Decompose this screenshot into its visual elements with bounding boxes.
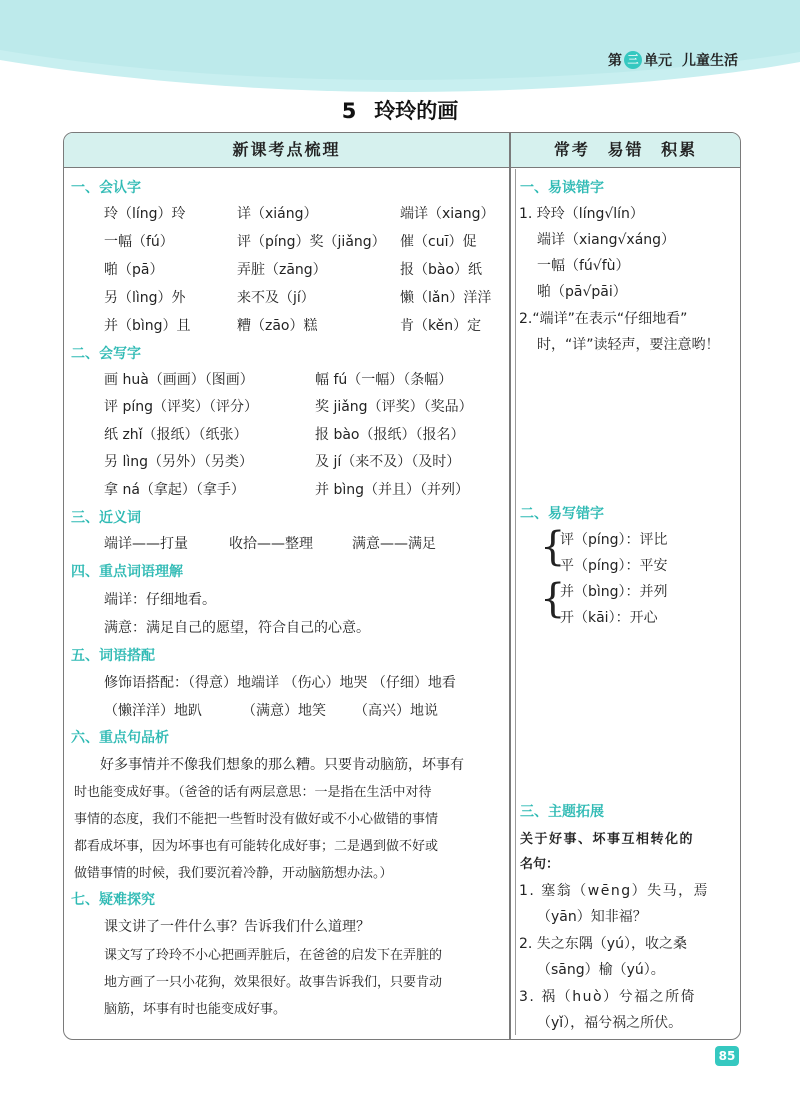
s2-r5c2: 并 bìng（并且）（并列）: [315, 482, 469, 498]
r3-line-1: 1. 塞翁（wēng）失马，焉: [519, 883, 710, 899]
unit-theme: 儿童生活: [682, 53, 738, 69]
s3-title: 三、近义词: [71, 510, 141, 526]
s4-line-2: 满意：满足自己的愿望，符合自己的心意。: [104, 620, 370, 636]
right-inner-rule: [515, 169, 516, 1035]
r1-line-5: 2.“端详”在表示“仔细地看”: [519, 311, 688, 327]
s6-line-3: 事情的态度，我们不能把一些暂时没有做好或不小心做错的事情: [74, 812, 439, 827]
s5-title: 五、词语搭配: [71, 648, 155, 664]
lesson-title: [0, 95, 800, 125]
s1-r3c3: 报（bào）纸: [400, 262, 483, 278]
s7-title: 七、疑难探究: [71, 892, 155, 908]
s4-title: 四、重点词语理解: [71, 564, 183, 580]
r2-line-2: 平（píng）：平安: [560, 558, 668, 574]
s2-r5c1: 拿 ná（拿起）（拿手）: [104, 482, 245, 498]
brace-1: {: [540, 524, 566, 570]
s2-r2c2: 奖 jiǎng（评奖）（奖品）: [315, 399, 473, 415]
s2-r2c1: 评 píng（评奖）（评分）: [104, 399, 258, 415]
s6-line-2: 时也能变成好事。（爸爸的话有两层意思：一是指在生活中对待: [74, 785, 432, 800]
s7-line-3: 地方画了一只小花狗，效果很好。故事告诉我们，只要肯动: [104, 975, 443, 990]
content-frame: [63, 132, 741, 1040]
top-banner: [0, 0, 800, 110]
s1-r5c2: 糟（zāo）糕: [237, 318, 318, 334]
s4-line-1: 端详：仔细地看。: [104, 592, 216, 608]
s1-r1c1: 玲（líng）玲: [104, 206, 186, 222]
s1-r4c2: 来不及（jí）: [237, 290, 315, 306]
s2-title: 二、会写字: [71, 346, 141, 362]
r1-line-6: 时，“详”读轻声，要注意哟！: [537, 337, 720, 353]
s1-r3c2: 弄脏（zāng）: [237, 262, 327, 278]
s5-line-2: （懒洋洋）地趴: [104, 703, 202, 719]
s2-r1c1: 画 huà（画画）（图画）: [104, 372, 254, 388]
r3-line-2: （yān）知非福？: [537, 909, 647, 925]
s1-r2c1: 一幅（fú）: [104, 234, 174, 250]
r3-line-5: 3. 祸（huò）兮福之所倚: [519, 989, 697, 1005]
unit-suffix: 单元: [644, 53, 672, 69]
s2-r1c2: 幅 fú（一幅）（条幅）: [315, 372, 453, 388]
right-header: 常考 易错 积累: [511, 133, 740, 168]
r3-intro-2: 名句：: [520, 857, 560, 872]
unit-number-badge: 三: [624, 51, 642, 69]
r2-title: 二、易写错字: [520, 506, 604, 522]
s1-r2c2: 评（píng）奖（jiǎng）: [237, 234, 386, 250]
s3-item-3: 满意——满足: [352, 536, 436, 552]
s2-r3c2: 报 bào（报纸）（报名）: [315, 427, 465, 443]
unit-prefix: 第: [608, 53, 622, 69]
r2-line-4: 开（kāi）：开心: [560, 610, 658, 626]
s1-title: 一、会认字: [71, 180, 141, 196]
s2-r4c2: 及 jí（来不及）（及时）: [315, 454, 461, 470]
s1-r4c3: 懒（lǎn）洋洋: [400, 290, 492, 306]
brace-2: {: [540, 576, 566, 622]
r1-line-2: 端详（xiang√xáng）: [537, 232, 676, 248]
s6-line-5: 做错事情的时候，我们要沉着冷静，开动脑筋想办法。）: [74, 866, 393, 881]
s7-line-4: 脑筋，坏事有时也能变成好事。: [104, 1002, 287, 1017]
s6-line-4: 都看成坏事，因为坏事也有可能转化成好事；二是遇到做不好或: [74, 839, 439, 854]
s7-line-2: 课文写了玲玲不小心把画弄脏后，在爸爸的启发下在弄脏的: [104, 948, 443, 963]
s6-line-1: 好多事情并不像我们想象的那么糟。只要肯动脑筋，坏事有: [100, 757, 464, 773]
s1-r3c1: 啪（pā）: [104, 262, 164, 278]
s1-r4c1: 另（lìng）外: [104, 290, 186, 306]
r2-line-3: 并（bìng）：并列: [560, 584, 668, 600]
s5-line-1: 修饰语搭配：（得意）地端详 （伤心）地哭 （仔细）地看: [104, 675, 456, 691]
s6-title: 六、重点句品析: [71, 730, 169, 746]
s5-line-4: （高兴）地说: [354, 703, 438, 719]
column-divider: [509, 133, 511, 1039]
unit-label: [608, 50, 738, 70]
r3-line-4: （sāng）榆（yú）。: [537, 962, 665, 978]
r2-line-1: 评（píng）：评比: [560, 532, 668, 548]
r1-title: 一、易读错字: [520, 180, 604, 196]
s2-r3c1: 纸 zhǐ（报纸）（纸张）: [104, 427, 248, 443]
r1-line-4: 啪（pā√pāi）: [537, 284, 627, 300]
s3-item-1: 端详——打量: [104, 536, 188, 552]
s1-r2c3: 催（cuī）促: [400, 234, 477, 250]
left-header: 新课考点梳理: [64, 133, 510, 168]
s1-r5c3: 肯（kěn）定: [400, 318, 482, 334]
s1-r1c3: 端详（xiang）: [400, 206, 495, 222]
r1-line-3: 一幅（fú√fù）: [537, 258, 630, 274]
r3-line-6: （yǐ），福兮祸之所伏。: [537, 1015, 683, 1031]
s1-r1c2: 详（xiáng）: [237, 206, 318, 222]
r3-title: 三、主题拓展: [520, 804, 604, 820]
lesson-number: 5: [341, 99, 357, 123]
s5-line-3: （满意）地笑: [242, 703, 326, 719]
s3-item-2: 收拾——整理: [229, 536, 313, 552]
s2-r4c1: 另 lìng（另外）（另类）: [104, 454, 253, 470]
s1-r5c1: 并（bìng）且: [104, 318, 191, 334]
r3-line-3: 2. 失之东隅（yú），收之桑: [519, 936, 687, 952]
r3-intro-1: 关于好事、坏事互相转化的: [520, 832, 695, 847]
lesson-name: 玲玲的画: [374, 99, 459, 123]
page-number: 85: [715, 1046, 739, 1066]
s7-line-1: 课文讲了一件什么事？告诉我们什么道理？: [104, 919, 370, 935]
r1-line-1: 1. 玲玲（líng√lín）: [519, 206, 644, 222]
